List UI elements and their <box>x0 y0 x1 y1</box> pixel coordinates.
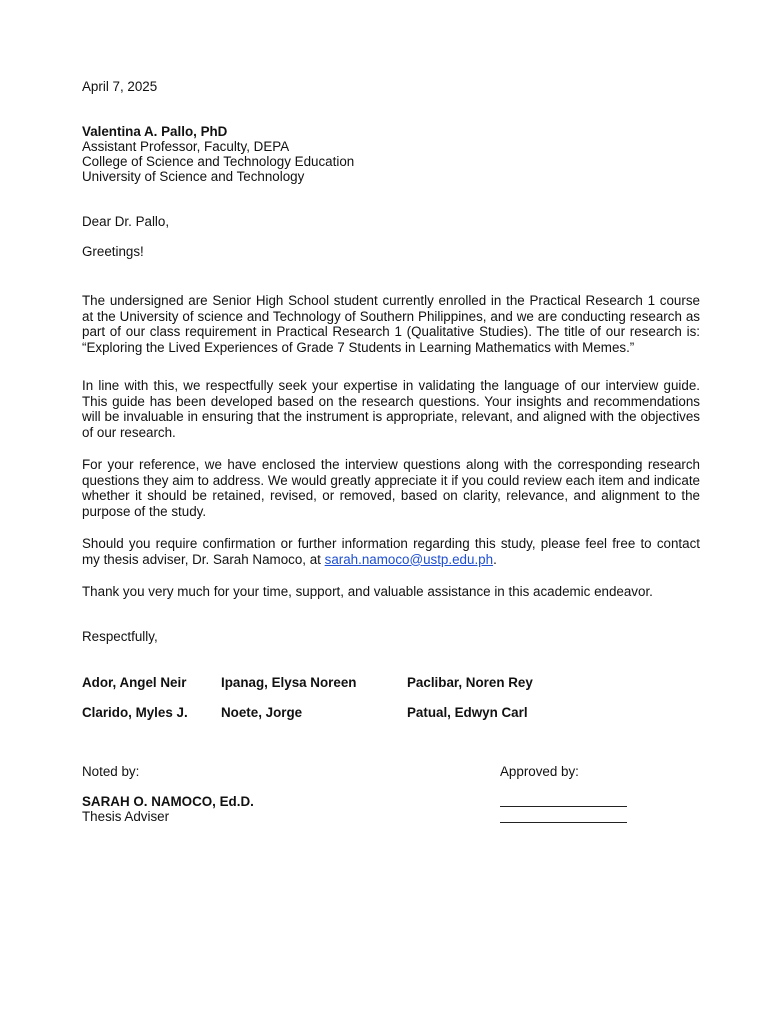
signatory-name: Ador, Angel Neir <box>82 675 187 690</box>
signatory-name: Patual, Edwyn Carl <box>407 705 528 720</box>
adviser-title: Thesis Adviser <box>82 809 170 824</box>
adviser-name: SARAH O. NAMOCO, Ed.D. <box>82 794 254 809</box>
recipient-university: University of Science and Technology <box>82 169 305 184</box>
closing: Respectfully, <box>82 629 158 644</box>
salutation: Dear Dr. Pallo, <box>82 214 170 229</box>
approval-signature-line <box>500 806 627 807</box>
noted-by-label: Noted by: <box>82 764 140 779</box>
approved-by-label: Approved by: <box>500 764 579 779</box>
thanks-line: Thank you very much for your time, support, and valuable assistance in this academic endeavor. <box>82 584 653 599</box>
adviser-email-link[interactable]: sarah.namoco@ustp.edu.ph <box>324 551 494 567</box>
letter-date: April 7, 2025 <box>82 79 158 94</box>
recipient-name: Valentina A. Pallo, PhD <box>82 124 228 139</box>
body-paragraph-intro: The undersigned are Senior High School student currently enrolled in the Practical Research 1 course at the University of science and Technology of Southern Philippines, and we are conducting research as part of our class requirement in Practical Research 1 (Qualitative Studies). The title of our research is: “Exploring the Lived Experiences of Grade 7 Students in Learning Mathematics with Memes.” <box>82 293 700 355</box>
body-paragraph-contact <box>82 536 700 567</box>
body-paragraph-request: In line with this, we respectfully seek your expertise in validating the language of our interview guide. This guide has been developed based on the research questions. Your insights and recommendations will be invaluable in ensuring that the instrument is appropriate, relevant, and aligned with the objectives of our research. <box>82 378 700 440</box>
greeting: Greetings! <box>82 244 144 259</box>
contact-text: Should you require confirmation or further information regarding this study, please feel free to contact my thesis adviser, Dr. Sarah Namoco, at <box>82 536 700 567</box>
signatory-name: Noete, Jorge <box>221 705 303 720</box>
recipient-position: Assistant Professor, Faculty, DEPA <box>82 139 290 154</box>
contact-text-end: . <box>493 551 497 567</box>
signatory-name: Paclibar, Noren Rey <box>407 675 533 690</box>
signatory-name: Ipanag, Elysa Noreen <box>221 675 357 690</box>
signatory-name: Clarido, Myles J. <box>82 705 188 720</box>
recipient-college: College of Science and Technology Education <box>82 154 355 169</box>
approval-name-line <box>500 822 627 823</box>
body-paragraph-reference: For your reference, we have enclosed the interview questions along with the corresponding research questions they aim to address. We would greatly appreciate it if you could review each item and indicate whether it should be retained, revised, or removed, based on clarity, relevance, and alignment to the purpose of the study. <box>82 457 700 519</box>
